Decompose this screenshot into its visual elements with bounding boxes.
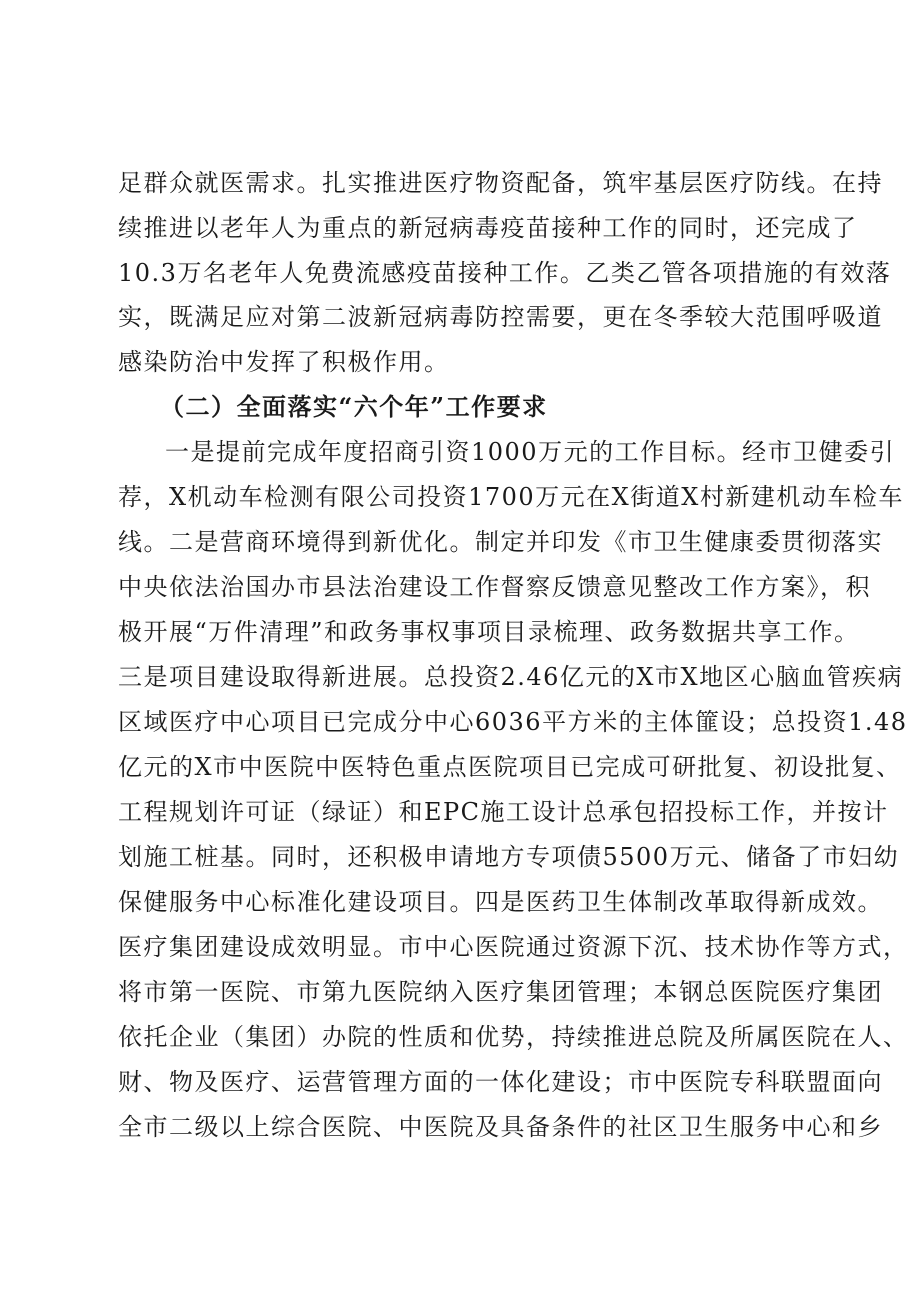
text-line: 续推进以老年人为重点的新冠病毒疫苗接种工作的同时，还完成了: [118, 214, 858, 242]
text-line: 亿元的X市中医院中医特色重点医院项目已完成可研批复、初设批复、: [118, 753, 902, 781]
text-line: 三是项目建设取得新进展。总投资2.46亿元的X市X地区心脑血管疾病: [118, 663, 904, 691]
text-line: 荐，X机动车检测有限公司投资1700万元在X街道X村新建机动车检车: [118, 483, 904, 511]
text-line: 将市第一医院、市第九医院纳入医疗集团管理；本钢总医院医疗集团: [118, 978, 883, 1006]
text-line: 中央依法治国办市县法治建设工作督察反馈意见整改工作方案》，积: [118, 573, 871, 601]
text-line: 依托企业（集团）办院的性质和优势，持续推进总院及所属医院在人、: [118, 1023, 909, 1051]
text-line: 全市二级以上综合医院、中医院及具备条件的社区卫生服务中心和乡: [118, 1113, 883, 1141]
text-line: 财、物及医疗、运营管理方面的一体化建设；市中医院专科联盟面向: [118, 1068, 883, 1096]
text-line: 实，既满足应对第二波新冠病毒防控需要，更在冬季较大范围呼吸道: [118, 303, 883, 331]
text-line: 工程规划许可证（绿证）和EPC施工设计总承包招投标工作，并按计: [118, 798, 889, 826]
text-line: 线。二是营商环境得到新优化。制定并印发《市卫生健康委贯彻落实: [118, 528, 883, 556]
text-line: 划施工桩基。同时，还积极申请地方专项债5500万元、储备了市妇幼: [118, 843, 900, 871]
text-line: 10.3万名老年人免费流感疫苗接种工作。乙类乙管各项措施的有效落: [118, 259, 892, 287]
text-line: 足群众就医需求。扎实推进医疗物资配备，筑牢基层医疗防线。在持: [118, 169, 883, 197]
text-line: 极开展“万件清理”和政务事权事项目录梳理、政务数据共享工作。: [118, 618, 860, 646]
text-line: 医疗集团建设成效明显。市中心医院通过资源下沉、技术协作等方式，: [118, 933, 909, 961]
text-line: 保健服务中心标准化建设项目。四是医药卫生体制改革取得新成效。: [118, 888, 883, 916]
text-line: 一是提前完成年度招商引资1000万元的工作目标。经市卫健委引: [165, 438, 896, 466]
text-line: 区域医疗中心项目已完成分中心6036平方米的主体篚设；总投资1.48: [118, 708, 908, 736]
text-line: 感染防治中发挥了积极作用。: [118, 348, 450, 376]
section-heading: （二）全面落实“六个年”工作要求: [160, 392, 548, 421]
